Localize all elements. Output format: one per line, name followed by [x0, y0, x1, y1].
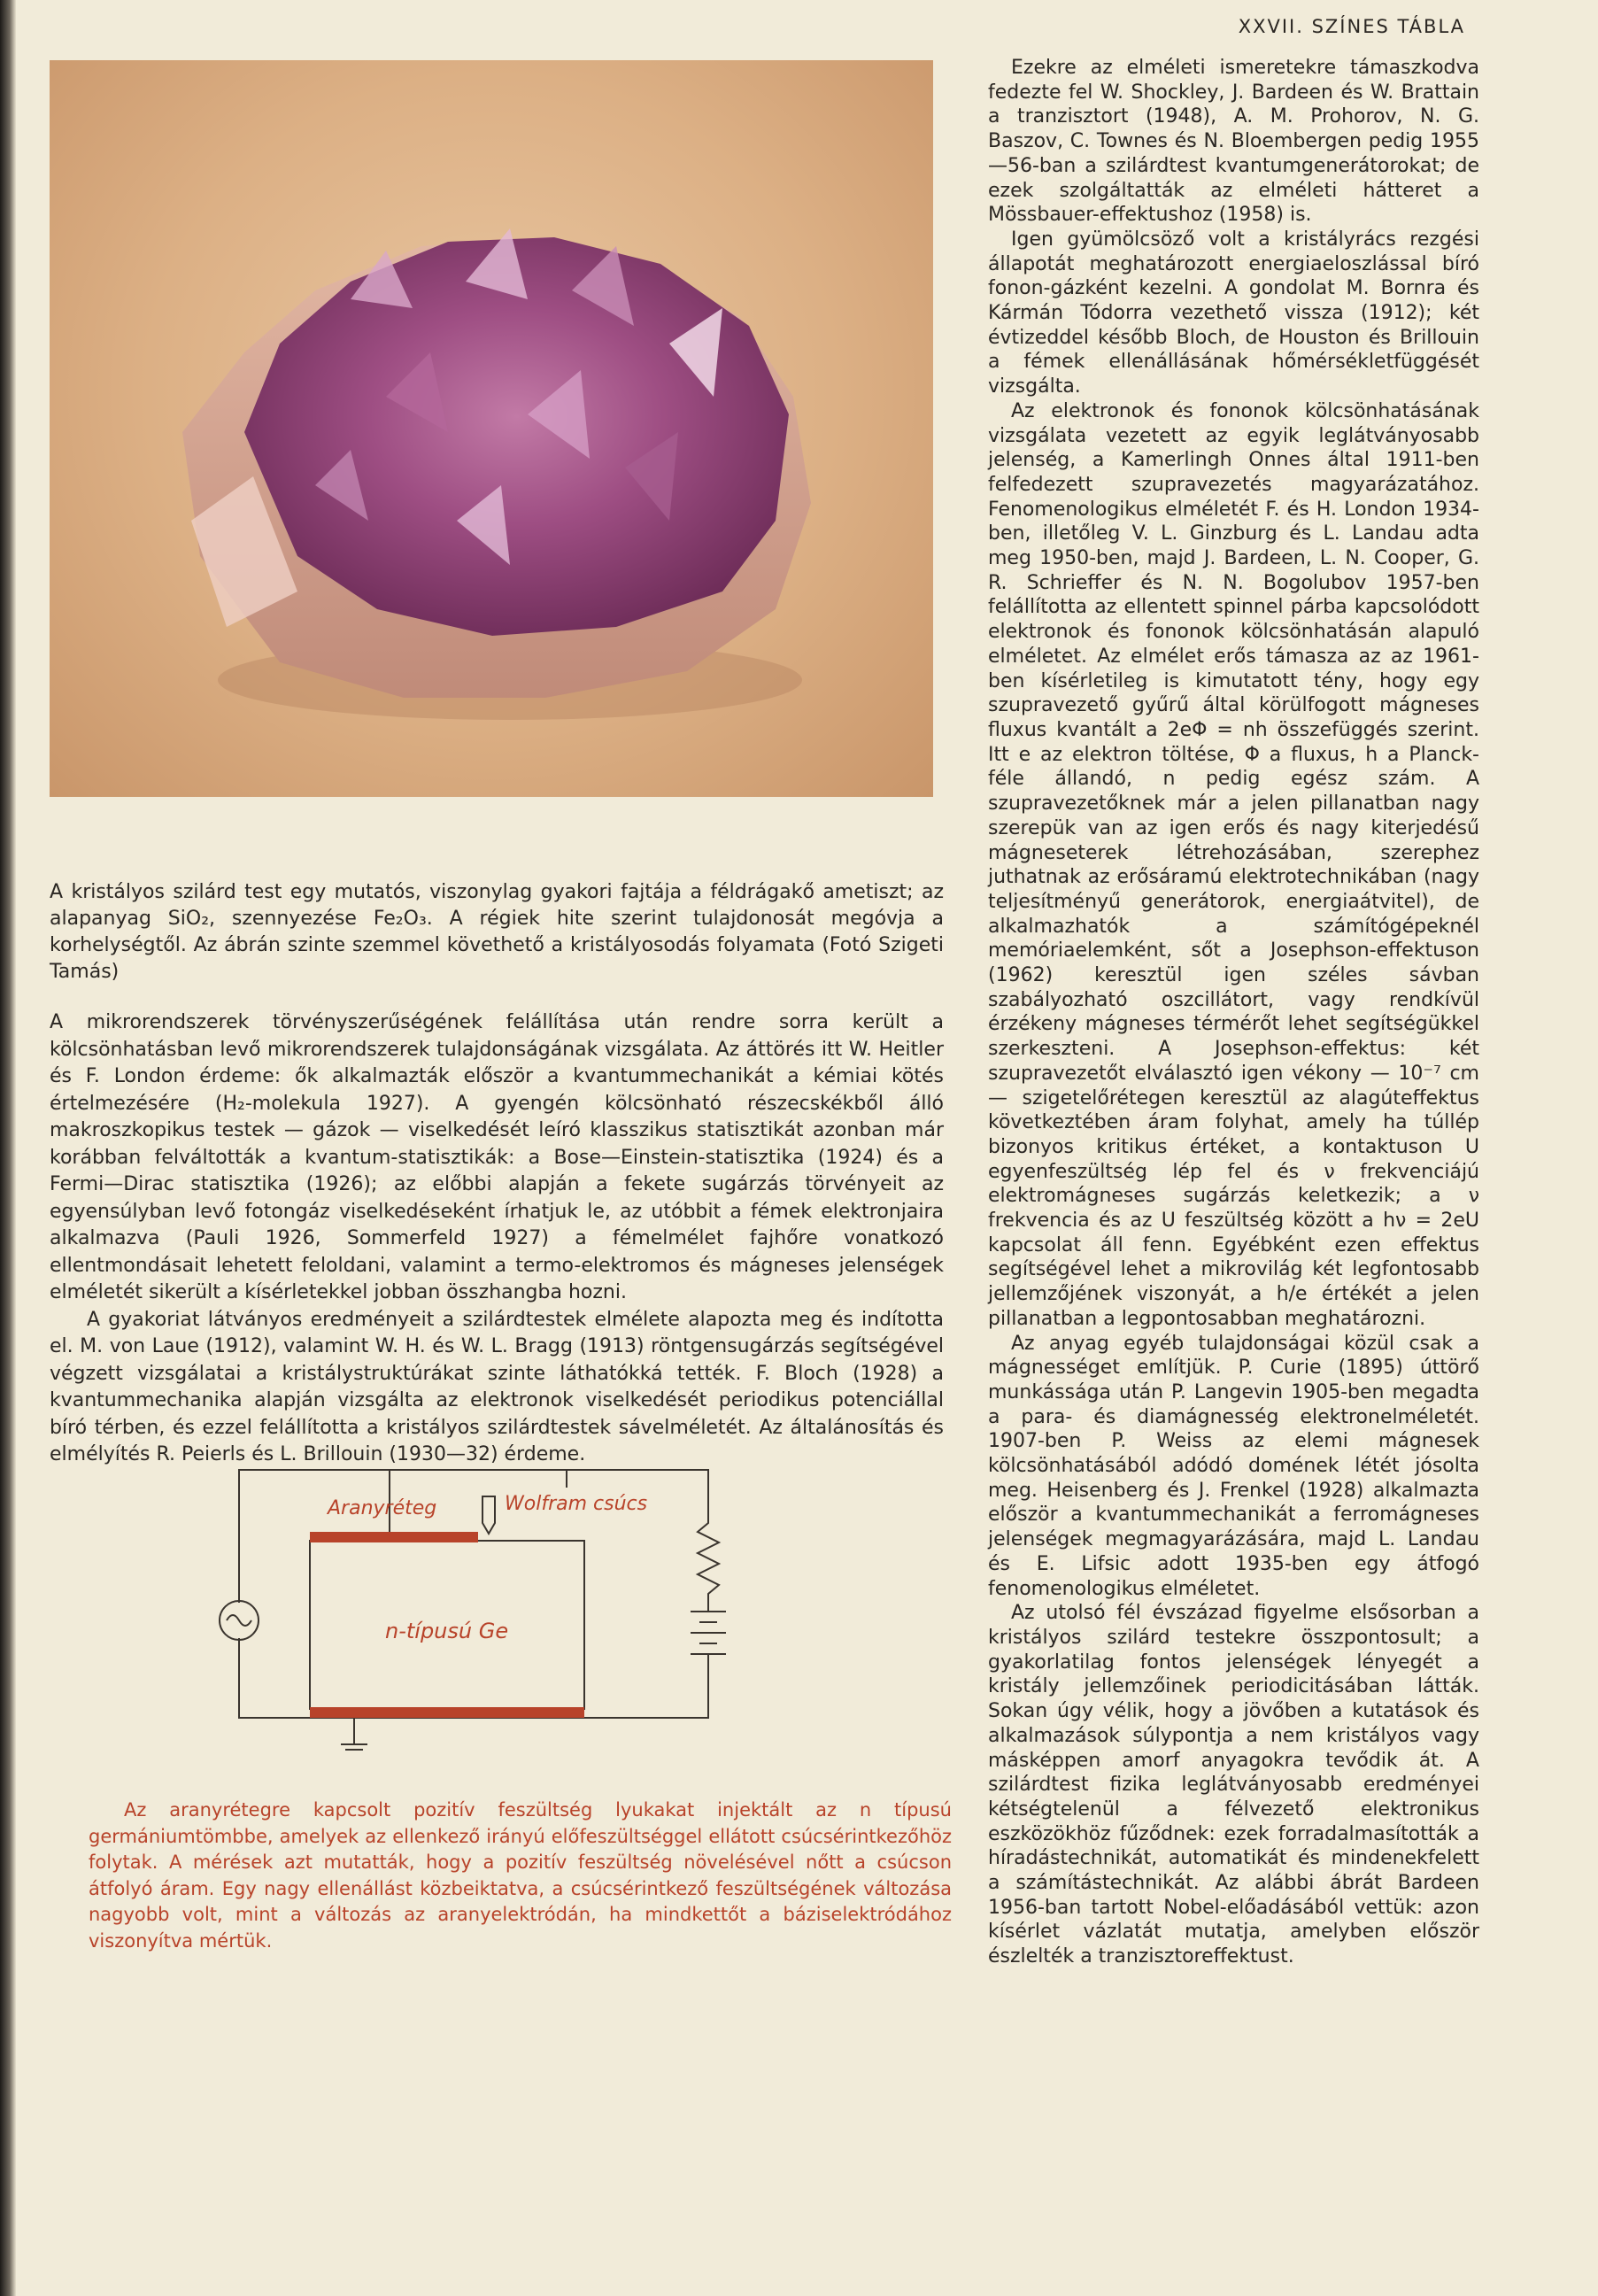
- left-paragraph-2: A gyakoriat látványos eredményeit a szilárdtestek elmélete alapozta meg és indította el. M. von Laue (1912), valamint W. H. és W. L. Bragg (1913) röntgensugárzás segítségével végzett vizsgálatai a kristálystruktúrákat szinte láthatókká tették. F. Bloch (1928) a kvantummechanika alapján vizsgálta az elektronok viselkedését periodikus potenciállal bíró térben, és ezzel felállította a kristályos szilárdtestek sávelméletét. Az általánosítás és elmélyítés R. Peierls és L. Brillouin (1930—32) érdeme.: [50, 1308, 944, 1465]
- tungsten-point-label: Wolfram csúcs: [505, 1493, 648, 1515]
- right-paragraph-1: Ezekre az elméleti ismeretekre támaszkodva fedezte fel W. Shockley, J. Bardeen és W. Brattain a tranzisztort (1948), A. M. Prohorov, N. G. Baszov, C. Townes és N. Bloembergen pedig 1955—56-ban a szilárdtest kvantumgenerátorokat; de ezek szolgáltatták az elméleti hátteret a Mössbauer-effektushoz (1958) is.: [988, 57, 1479, 227]
- photo-caption: A kristályos szilárd test egy mutatós, viszonylag gyakori fajtája a féldrágakő ametiszt; az alapanyag SiO₂, szennyezése Fe₂O₃. A régiek hite szerint tulajdonosát megóvja a korhelységtől. Az ábrán szinte szemmel követhető a kristályosodás folyamata (Fotó Szigeti Tamás): [50, 881, 944, 983]
- transistor-diagram: [212, 1461, 761, 1753]
- tungsten-point: [482, 1496, 495, 1534]
- amethyst-photo: [50, 60, 933, 797]
- right-paragraph-4: Az anyag egyéb tulajdonságai közül csak a mágnességet említjük. P. Curie (1895) úttörő munkássága után P. Langevin 1905-ben megadta a para- és diamágnesség elektronelméletét. 1907-ben P. Weiss az elemi mágnesek kölcsönhatásából adódó domének létét jósolta meg. Heisenberg és J. Frenkel (1928) alkalmazta először a kvantummechanikát a ferromágneses jelenségek megmagyarázására, majd L. Landau és E. Lifsic adott 1935-ben egy átfogó fenomenologikus elméletet.: [988, 1332, 1479, 1600]
- right-paragraph-3: Az elektronok és fononok kölcsönhatásának vizsgálata vezetett az egyik leglátványosabb jelenség, a Kamerlingh Onnes által 1911-ben felfedezett szupravezetés magyarázatához. Fenomenologikus elméletét F. és H. London 1934-ben, illetőleg V. L. Ginzburg és L. Landau adta meg 1950-ben, majd J. Bardeen, L. N. Cooper, G. R. Schrieffer és N. N. Bogolubov 1957-ben felállította az ellentett spinnel párba kapcsolódott elektronok és fononok kölcsönhatásán alapuló elméletet. Az elmélet erős támasza az az 1961-ben kísérletileg is kimutatott tény, hogy egy szupravezető gyűrű által körülfogott mágneses fluxus kvantált a 2eΦ = nh összefüggés szerint. Itt e az elektron töltése, Φ a fluxus, h a Planck-féle állandó, n pedig egész szám. A szupravezetőknek már a jelen pillanatban nagy szerepük van az igen erős és nagy kiterjedésű mágneseterek létrehozásában, szerephez juthatnak az erősáramú elektrotechnikában (nagy teljesítményű generátorok, energiaátvitel), de alkalmazhatók a számítógépeknél memóriaelemként, sőt a Josephson-effektuson (1962) keresztül igen széles sávban szabályozható oszcillátort, vagy rendkívül érzékeny mágneses térmérőt lehet segítségükkel szerkeszteni. A Josephson-effektus: két szupravezetőt elválasztó igen vékony — 10⁻⁷ cm — szigetelőrétegen keresztül az alagúteffektus következtében áram folyhat, amely ha túllép bizonyos kritikus értéket, a kontaktuson U egyenfeszültség lép fel és ν frekvenciájú elektromágneses sugárzás keletkezik; a ν frekvencia és az U feszültség között a hν = 2eU kapcsolat áll fenn. Egyébként ezen effektus segítségével lehet a mikrovilág két legfontosabb jellemzőjének viszonyát, a h/e értékét a jelen pillanatban a legpontosabban meghatározni.: [988, 399, 1479, 1330]
- left-paragraph-1: A mikrorendszerek törvényszerűségének felállítása után rendre sorra került a kölcsönhatásban levő mikrorendszerek tulajdonságának vizsgálata. Az áttörés itt W. Heitler és F. London érdeme: ők alkalmazták először a kvantummechanikát a kémiai kötés értelmezésére (H₂-molekula 1927). A gyengén kölcsönható részecskékből álló makroszkopikus testek — gázok — viselkedését leíró klasszikus statisztikát azonban már korábban felváltották a kvantum-statisztikák: a Bose—Einstein-statisztika (1924) és a Fermi—Dirac statisztika (1926); az előbbi alapján a fekete sugárzás törvényeit az egyensúlyban levő fotongáz viselkedéseként írhatjuk le, az utóbbit a fémek elektronjaira alkalmazva (Pauli 1926, Sommerfeld 1927) a fémelmélet fajhőre vonatkozó ellentmondásait lehetett feloldani, valamint a termo-elektromos és mágneses jelenségek elméletét sikerült a kísérletekkel jobban összhangba hozni.: [50, 1011, 944, 1303]
- plate-header: XXVII. SZÍNES TÁBLA: [1238, 16, 1465, 37]
- gold-layer-electrode: [310, 1532, 478, 1542]
- right-paragraph-5: Az utolsó fél évszázad figyelme elsősorban a kristályos szilárd testekre összpontosult; a gyakorlatilag fontos jelenségek lényegét a kristály jellemzőinek periodicitásában látták. Sokan úgy vélik, hogy a jövőben a kutatások és alkalmazások súlypontja a nem kristályos vagy másképpen amorf anyagokra tevődik át. A szilárdtest fizika leglátványosabb eredményei kétségtelenül a félvezető elektronikus eszközökhöz fűződnek: ezek forradalmasították a híradástechnikát, automatikát és mindenekfelett a számítástechnikát. Az alábbi ábrát Bardeen 1956-ban tartott Nobel-előadásából vettük: azon kísérlet vázlatát mutatja, amelyben először észlelték a tranzisztoreffektust.: [988, 1602, 1479, 1968]
- base-electrode: [310, 1707, 584, 1718]
- diagram-caption: Az aranyrétegre kapcsolt pozitív feszültség lyukakat injektált az n típusú germániumtömbbe, amelyek az ellenkező irányú előfeszültséggel ellátott csúcsérintkezőhöz folytak. A mérések azt mutatták, hogy a pozitív feszültség növelésével nőtt a csúcson átfolyó áram. Egy nagy ellenállást közbeiktatva, a csúcsérintkező feszültségének változása nagyobb volt, mint a változás az aranyelektródán, ha mindkettőt a báziselektródához viszonyítva mértük.: [89, 1799, 952, 1952]
- gold-layer-label: Aranyréteg: [328, 1497, 437, 1519]
- n-type-ge-label: n-típusú Ge: [385, 1619, 509, 1643]
- right-paragraph-2: Igen gyümölcsöző volt a kristályrács rezgési állapotát meghatározott energiaeloszlással bíró fonon-gázként kezelni. A gondolat M. Bornra és Kármán Tódorra vezethető vissza (1912); két évtizeddel később Bloch, de Houston és Brillouin a fémek ellenállásának hőmérsékletfüggését vizsgálta.: [988, 228, 1479, 398]
- right-column-text: [988, 56, 1479, 1969]
- left-column-text: [50, 1009, 944, 1469]
- page-gutter-shadow: [0, 0, 16, 2296]
- amethyst-image: [50, 60, 933, 797]
- transistor-circuit-svg: [212, 1461, 761, 1753]
